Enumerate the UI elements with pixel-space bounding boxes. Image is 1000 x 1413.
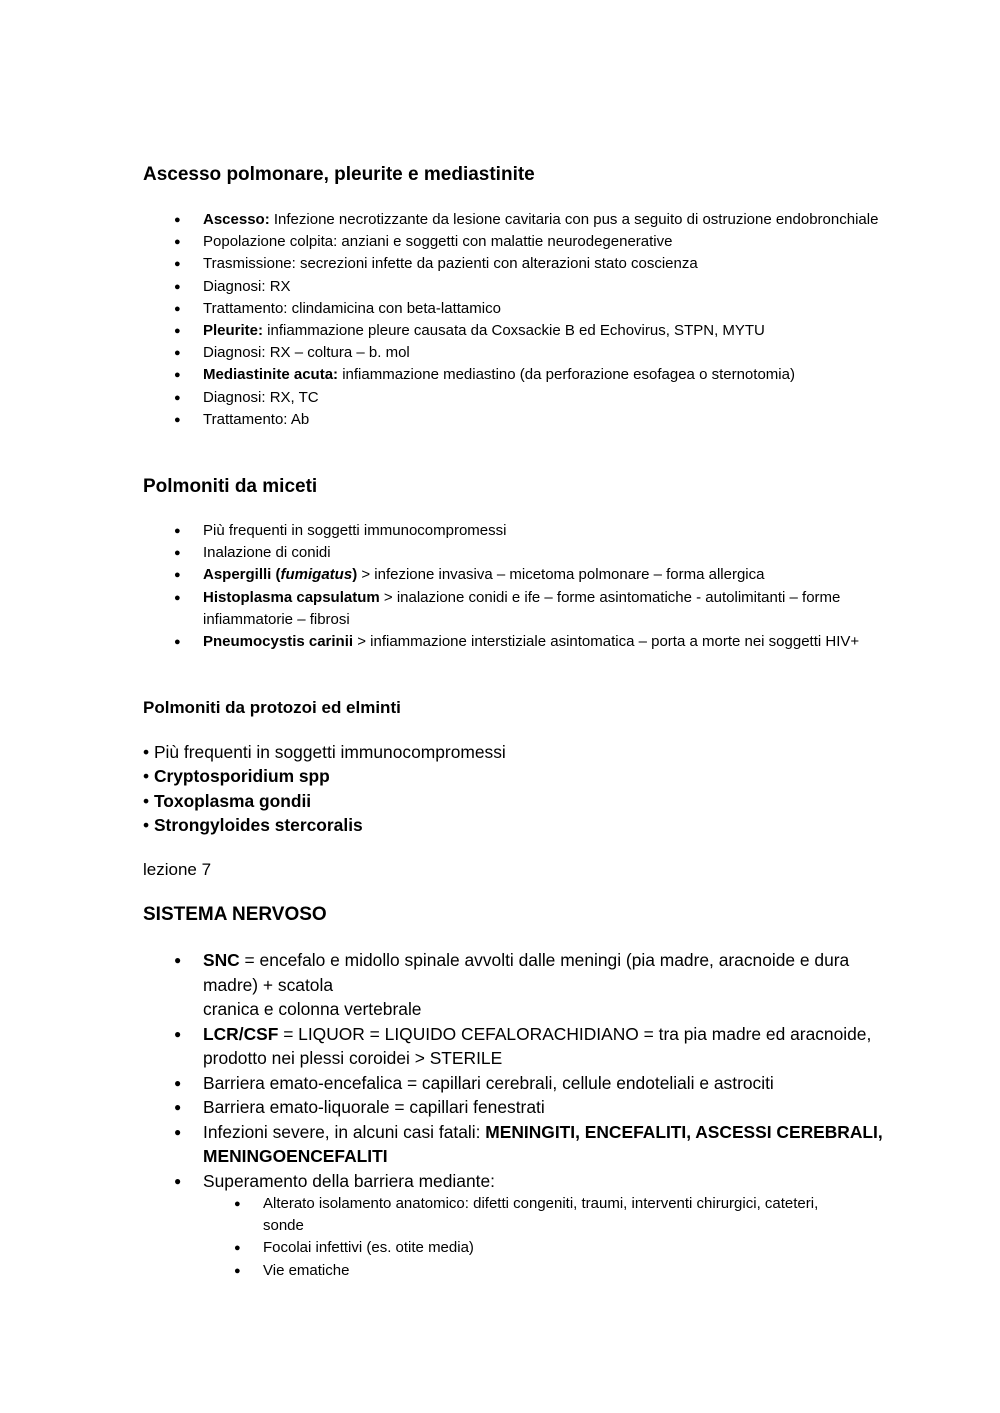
bullet-icon: ●	[174, 302, 181, 315]
list-item: ● Diagnosi: RX – coltura – b. mol	[203, 342, 883, 364]
list-item: ● Inalazione di conidi	[203, 542, 883, 564]
bullet-icon: ●	[174, 591, 181, 604]
bullet-icon: ●	[174, 953, 182, 967]
list-item: ● Trattamento: clindamicina con beta-lattamico	[203, 298, 883, 320]
list-miceti	[174, 520, 883, 653]
list-item: ● Vie ematiche	[263, 1260, 863, 1282]
bullet-icon: ●	[174, 369, 181, 382]
bullet-icon: ●	[174, 280, 181, 293]
list-item: • Cryptosporidium spp	[143, 766, 330, 787]
bullet-icon: ●	[174, 214, 181, 226]
list-item: ● Focolai infettivi (es. otite media)	[263, 1237, 863, 1259]
list-item: ● Infezioni severe, in alcuni casi fatali: MENINGITI, ENCEFALITI, ASCESSI CEREBRALI, MENINGOENCEFALITI	[174, 1121, 883, 1166]
bullet-icon: ●	[174, 1026, 182, 1041]
bullet-icon: ●	[234, 1264, 241, 1277]
list-item: • Più frequenti in soggetti immunocompromessi	[143, 742, 506, 762]
bullet-icon: ●	[174, 547, 181, 560]
bullet-icon: ●	[174, 258, 181, 271]
bullet-icon: •	[143, 766, 150, 787]
section-title-protozoi: Polmoniti da protozoi ed elminti	[143, 698, 401, 717]
list-item: ● Aspergilli (fumigatus) > infezione invasiva – micetoma polmonare – forma allergica	[203, 564, 883, 586]
list-item: ● Ascesso: Infezione necrotizzante da lesione cavitaria con pus a seguito di ostruzione endobronchiale	[203, 209, 883, 231]
list-item: • Toxoplasma gondii	[143, 790, 312, 811]
list-item: • Strongyloides stercoralis	[143, 814, 363, 835]
bullet-icon: ●	[174, 325, 181, 338]
bullet-icon: •	[143, 790, 150, 811]
list-item: ● Trattamento: Ab	[203, 409, 883, 431]
list-item: ● Più frequenti in soggetti immunocompromessi	[203, 520, 883, 542]
bullet-icon: •	[143, 742, 150, 762]
bullet-icon: ●	[174, 525, 181, 537]
list-item: ● Alterato isolamento anatomico: difetti congeniti, traumi, interventi chirurgici, cateteri, sonde	[234, 1195, 819, 1235]
bullet-icon: ●	[234, 1242, 241, 1255]
list-item: ● Pneumocystis carinii > infiammazione interstiziale asintomatica – porta a morte nei soggetti HIV+	[203, 631, 883, 653]
list-item: ● Diagnosi: RX	[203, 276, 883, 298]
list-item: ● Barriera emato-encefalica = capillari cerebrali, cellule endoteliali e astrociti	[203, 1071, 883, 1096]
section-title-ascesso: Ascesso polmonare, pleurite e mediastinite	[143, 164, 535, 185]
list-ascesso	[174, 209, 883, 431]
bullet-icon: ●	[174, 1100, 182, 1114]
bullet-icon: ●	[174, 1173, 182, 1188]
list-item: ● SNC = encefalo e midollo spinale avvolti dalle meningi (pia madre, aracnoide e dura madre) + scatola cranica e colonna vertebrale	[174, 950, 850, 1019]
bullet-icon: ●	[174, 413, 181, 426]
lesson-label: lezione 7	[143, 860, 212, 879]
list-item: ● Barriera emato-liquorale = capillari fenestrati	[203, 1095, 883, 1120]
bullet-icon: ●	[234, 1198, 241, 1210]
bullet-icon: ●	[174, 236, 181, 249]
bullet-icon: ●	[174, 347, 181, 360]
list-item: ● Histoplasma capsulatum > inalazione conidi e ife – forme asintomatiche - autolimitanti – forme infiammatorie – fibrosi	[174, 588, 841, 628]
list-protozoi	[143, 740, 506, 837]
bullet-icon: ●	[174, 569, 181, 582]
bullet-icon: ●	[174, 391, 181, 404]
section-title-miceti: Polmoniti da miceti	[143, 476, 318, 497]
list-sistema-nervoso	[174, 948, 883, 1193]
list-item: ● Mediastinite acuta: infiammazione mediastino (da perforazione esofagea o sternotomia)	[203, 364, 883, 386]
bullet-icon: ●	[174, 1075, 182, 1090]
list-item: ● Diagnosi: RX, TC	[203, 387, 883, 409]
sublist-barriera	[234, 1193, 863, 1282]
list-item: ● Popolazione colpita: anziani e soggetti con malattie neurodegenerative	[203, 231, 883, 253]
list-item: ● Pleurite: infiammazione pleure causata da Coxsackie B ed Echovirus, STPN, MYTU	[203, 320, 883, 342]
section-title-sistema-nervoso: SISTEMA NERVOSO	[143, 904, 327, 925]
list-item: ● Trasmissione: secrezioni infette da pazienti con alterazioni stato coscienza	[203, 253, 883, 275]
bullet-icon: ●	[174, 1124, 182, 1139]
list-item: ● Superamento della barriera mediante:	[203, 1169, 883, 1194]
list-item: ● LCR/CSF = LIQUOR = LIQUIDO CEFALORACHIDIANO = tra pia madre ed aracnoide, prodotto nei plessi coroidei > STERILE	[174, 1023, 872, 1068]
bullet-icon: •	[143, 814, 150, 835]
bullet-icon: ●	[174, 636, 181, 649]
